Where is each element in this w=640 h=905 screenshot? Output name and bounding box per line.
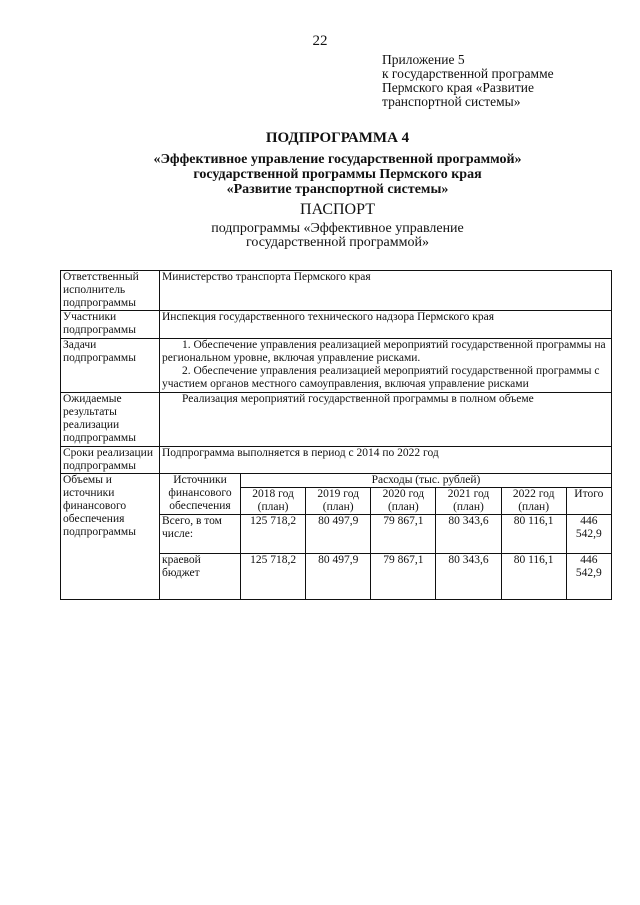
value-cell: 80 343,6 [436, 515, 501, 554]
sources-header: Источники финансового обеспечения [160, 474, 241, 515]
row-label: Сроки реализации подпрограммы [61, 447, 160, 474]
row-value [160, 339, 612, 393]
value-cell: 80 116,1 [501, 554, 566, 599]
year-header: 2020 год (план) [371, 488, 436, 515]
appendix-line: Пермского края «Развитие [382, 80, 534, 95]
passport-desc-line: подпрограммы «Эффективное управление [211, 221, 464, 236]
value-cell: 80 343,6 [436, 554, 501, 599]
passport-description [0, 222, 640, 250]
year-header: 2021 год (план) [436, 488, 501, 515]
table-row [61, 271, 612, 311]
total-cell: 446 542,9 [566, 515, 611, 554]
row-label: Ожидаемые результаты реализации подпрограммы [61, 393, 160, 447]
year-header: 2018 год (план) [241, 488, 306, 515]
row-value: Министерство транспорта Пермского края [160, 271, 612, 311]
value-cell: 80 497,9 [306, 515, 371, 554]
value-cell: 125 718,2 [241, 554, 306, 599]
passport-title: ПАСПОРТ [300, 201, 375, 218]
row-label: Объемы и источники финансового обеспечения подпрограммы [61, 474, 160, 600]
source-label: Всего, в том числе: [160, 515, 241, 554]
subprogram-name-line: «Эффективное управление государственной программой» [153, 152, 522, 167]
appendix-line: к государственной программе [382, 66, 554, 81]
financing-cell [160, 474, 612, 600]
year-header: 2019 год (план) [306, 488, 371, 515]
appendix-line: Приложение 5 [382, 52, 465, 67]
total-header: Итого [566, 488, 611, 515]
task-item: 1. Обеспечение управления реализацией мероприятий государственной программы на региональном уровне, включая управление рисками. [162, 339, 606, 364]
expenses-header: Расходы (тыс. рублей) [241, 474, 612, 488]
year-header: 2022 год (план) [501, 488, 566, 515]
financing-header-row [160, 474, 611, 488]
table-row [61, 311, 612, 339]
page-number: 22 [312, 33, 328, 49]
value-cell: 80 497,9 [306, 554, 371, 599]
table-row [61, 339, 612, 393]
task-item: 2. Обеспечение управления реализацией мероприятий государственной программы с участием органов местного самоуправления, включая управление рисками [162, 365, 600, 390]
financing-row [160, 515, 611, 554]
appendix-note [382, 53, 554, 109]
appendix-line: транспортной системы» [382, 94, 521, 109]
value-cell: 79 867,1 [371, 515, 436, 554]
row-value: Инспекция государственного технического надзора Пермского края [160, 311, 612, 339]
subprogram-name [0, 152, 640, 197]
source-label: краевой бюджет [160, 554, 241, 599]
row-value: Подпрограмма выполняется в период с 2014 по 2022 год [160, 447, 612, 474]
passport-table [60, 270, 612, 600]
row-label: Ответственный исполнитель подпрограммы [61, 271, 160, 311]
passport-desc-line: государственной программой» [246, 235, 429, 250]
financing-table [160, 474, 611, 599]
row-label: Участники подпрограммы [61, 311, 160, 339]
table-row [61, 393, 612, 447]
value-cell: 125 718,2 [241, 515, 306, 554]
subprogram-name-line: государственной программы Пермского края [193, 167, 482, 182]
row-value: Реализация мероприятий государственной программы в полном объеме [160, 393, 612, 447]
subprogram-name-line: «Развитие транспортной системы» [226, 182, 449, 197]
value-cell: 79 867,1 [371, 554, 436, 599]
subprogram-title: ПОДПРОГРАММА 4 [265, 130, 410, 146]
value-cell: 80 116,1 [501, 515, 566, 554]
financing-row [160, 554, 611, 599]
table-row [61, 447, 612, 474]
table-row [61, 474, 612, 600]
total-cell: 446 542,9 [566, 554, 611, 599]
row-label: Задачи подпрограммы [61, 339, 160, 393]
